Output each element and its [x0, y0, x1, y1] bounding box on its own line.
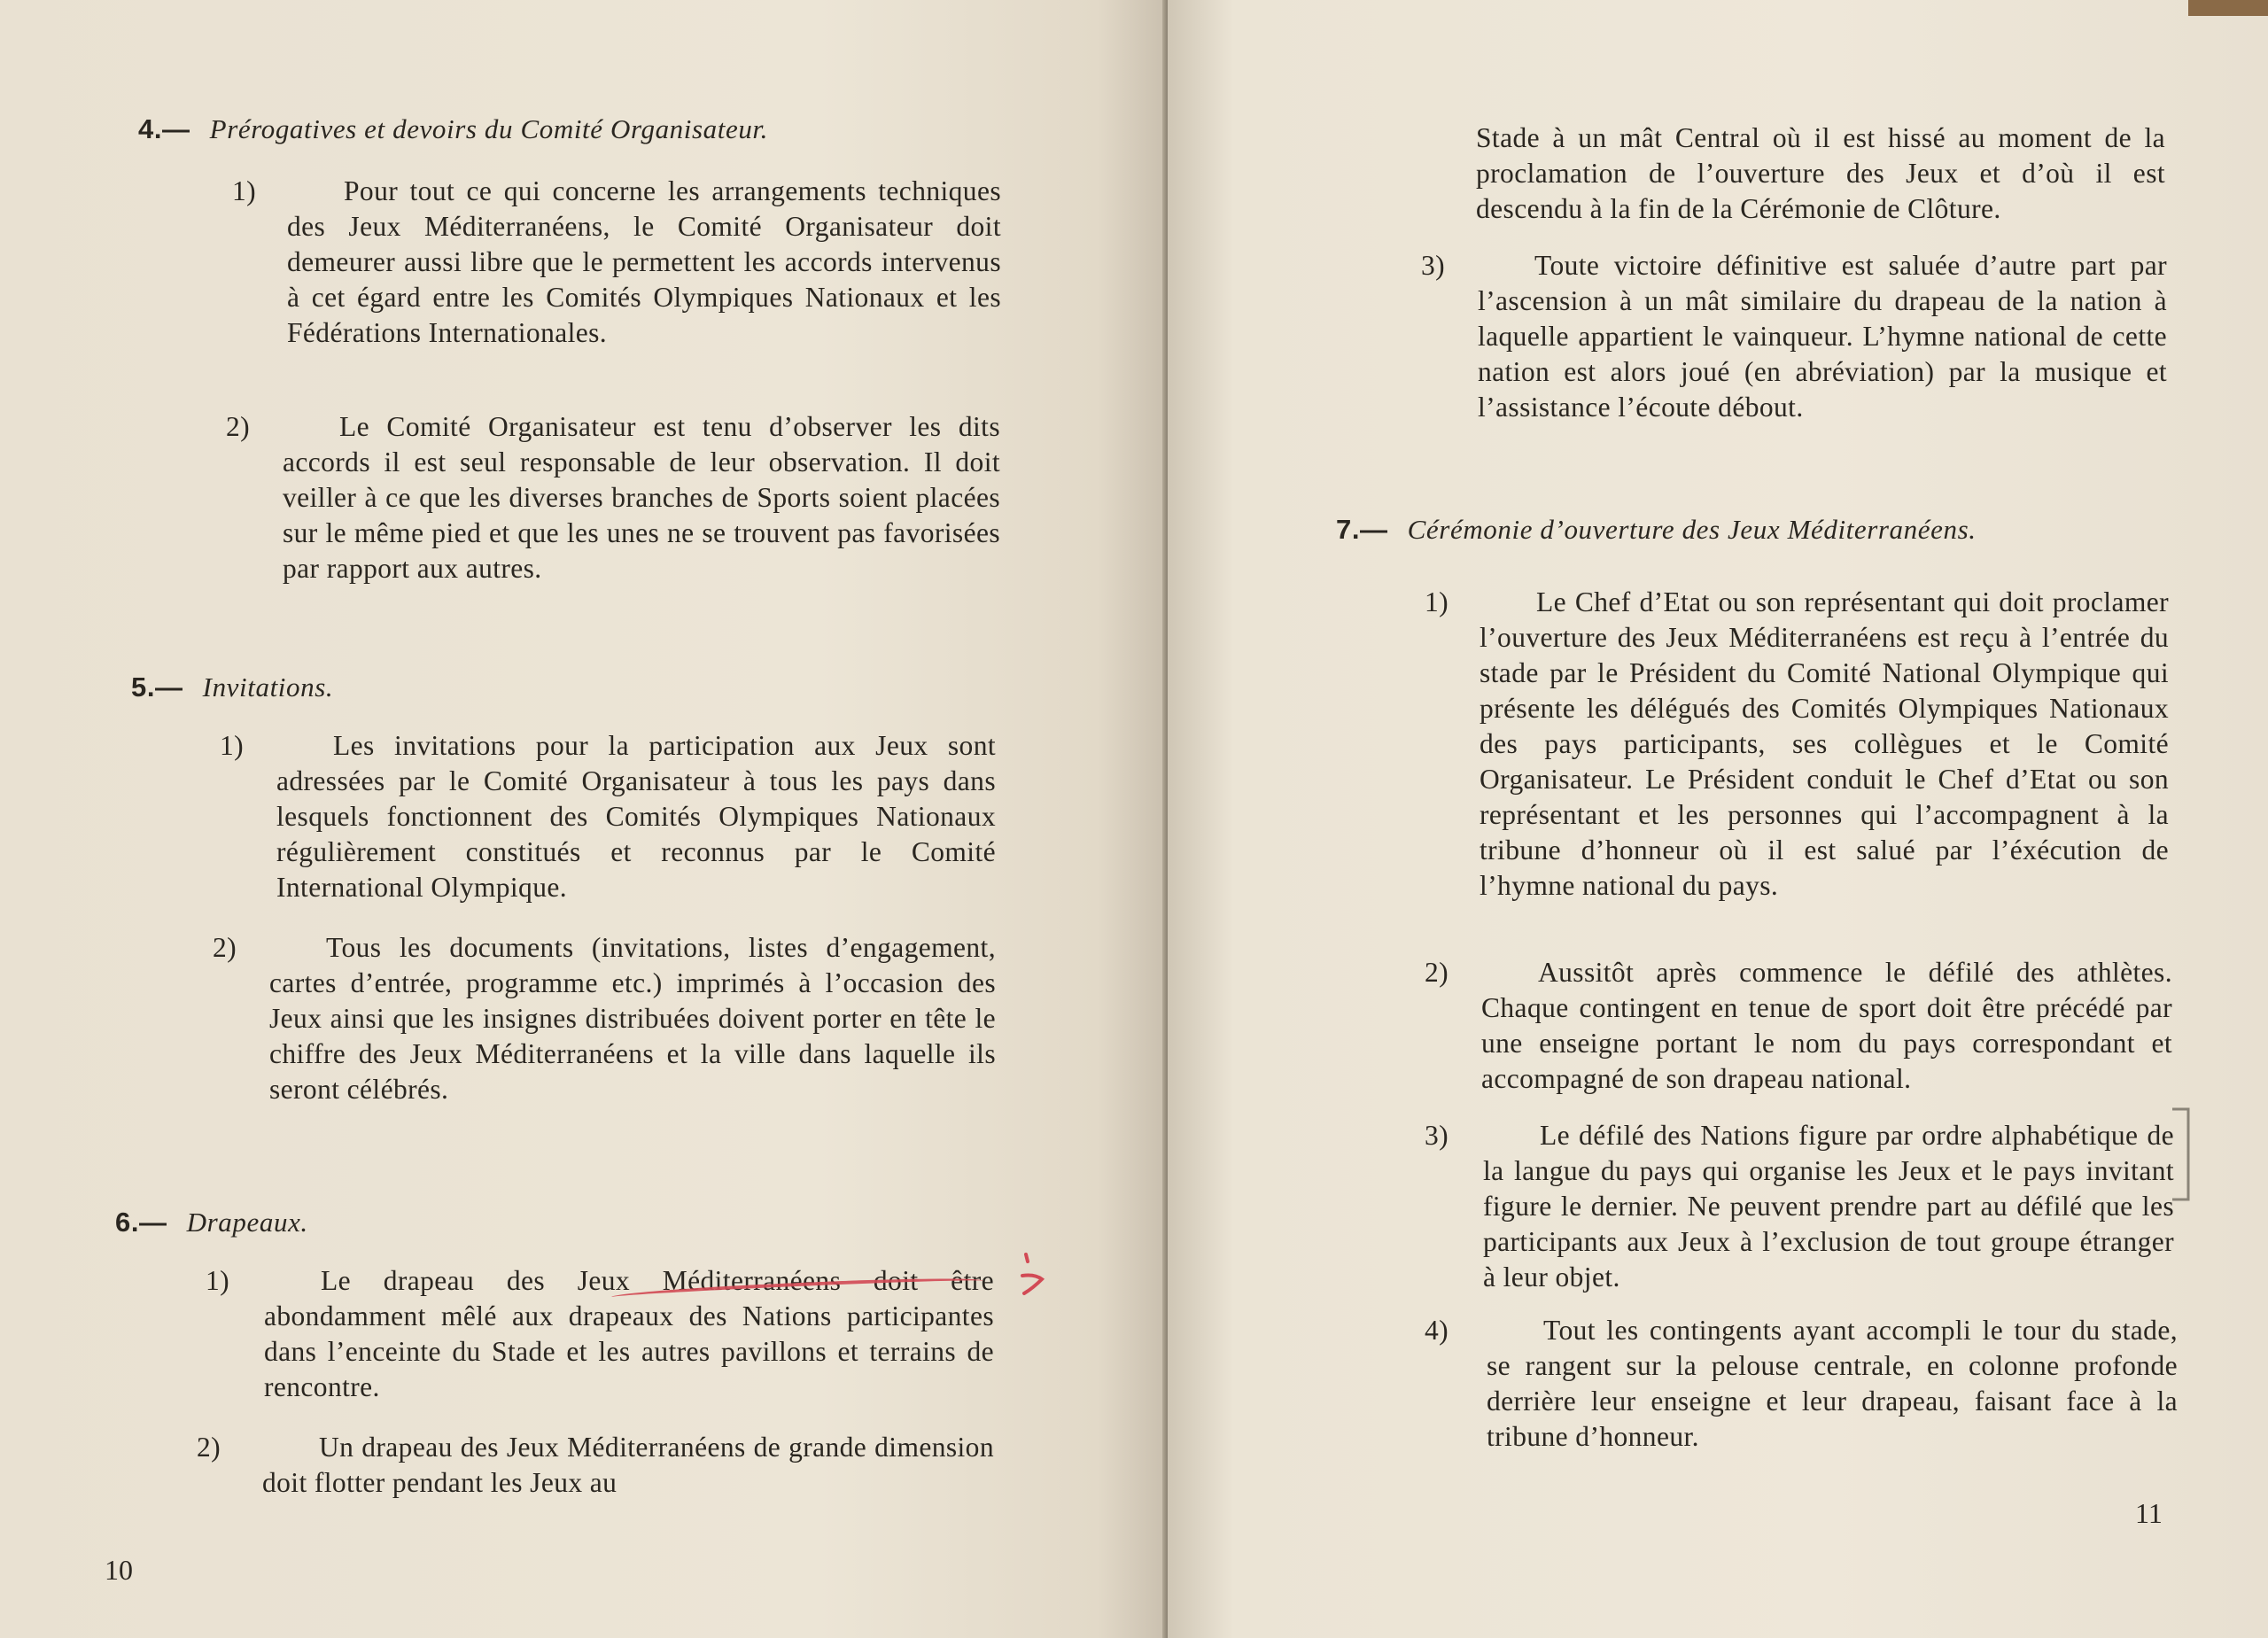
section-6-heading: [115, 1207, 308, 1238]
red-pencil-mark: [1019, 1249, 1045, 1302]
section-4-item-2: [226, 409, 1003, 622]
page-number-left: 10: [105, 1554, 133, 1586]
section-6-item-3: [1421, 248, 2169, 461]
section-number: 4.—: [138, 113, 190, 144]
section-7-heading: [1336, 514, 1977, 546]
item-number: 2): [226, 411, 251, 442]
section-7-item-2: [1425, 955, 2174, 1097]
section-title: Invitations.: [202, 672, 334, 703]
item-text: Le Chef d’Etat ou son représentant qui doit proclamer l’ouverture des Jeux Méditerranéens est reçu à l’entrée du stade par le Président du Comité National Olympique qui présente les délégués des Comités Olympiques Nationaux des pays participants, ses collègues et le Comité Organisateur. Le Président conduit le Chef d’Etat ou son représentant et les personnes qui l’accompagnent à la tribune d’honneur où il est salué par l’éxécution de l’hymne national du pays.: [1480, 586, 2169, 901]
section-number: 5.—: [131, 672, 183, 703]
item-text: Toute victoire définitive est saluée d’autre part par l’ascension à un mât similaire du drapeau de la nation à laquelle appartient le vainqueur. L’hymne national de cette nation est alors joué (en abréviation) par la musique et l’assistance l’écoute débout.: [1478, 250, 2167, 423]
item-number: 1): [220, 730, 245, 761]
item-number: 1): [206, 1265, 230, 1296]
section-5-item-2: [213, 930, 999, 1143]
page-number-right: 11: [2135, 1497, 2163, 1529]
section-title: Drapeaux.: [186, 1207, 308, 1238]
item-text: Stade à un mât Central où il est hissé au moment de la proclamation de l’ouverture des Jeux et d’où il est descendu à la fin de la Cérémonie de Clôture.: [1476, 122, 2165, 224]
item-text: Le drapeau des Jeux Méditerranéens doit être abondamment mêlé aux drapeaux des Nations participantes dans l’enceinte du Stade et les autres pavillons et terrains de rencontre.: [264, 1265, 994, 1402]
item-text: Pour tout ce qui concerne les arrangements techniques des Jeux Méditerranéens, le Comité Organisateur doit demeurer aussi libre que le permettent les accords intervenus à cet égard entre les Comités Olympiques Nationaux et les Fédérations Internationales.: [287, 175, 1001, 348]
item-number: 2): [213, 932, 237, 963]
right-page: [1168, 0, 2268, 1638]
item-text: Aussitôt après commence le défilé des athlètes. Chaque contingent en tenue de sport doit être précédé par une enseigne portant le nom du pays correspondant et accompagné de son drapeau national.: [1481, 957, 2172, 1094]
section-title: Cérémonie d’ouverture des Jeux Méditerranéens.: [1407, 514, 1977, 545]
item-text: Les invitations pour la participation aux Jeux sont adressées par le Comité Organisateur à tous les pays dans lesquels fonctionnent des Comités Olympiques Nationaux régulièrement constitués et reconnus par le Comité International Olympique.: [276, 730, 996, 903]
section-title: Prérogatives et devoirs du Comité Organisateur.: [209, 113, 768, 144]
item-text: Le défilé des Nations figure par ordre alphabétique de la langue du pays qui organise les Jeux et le pays invitant figure le dernier. Ne peuvent prendre part au défilé que les participants aux Jeux à l’exclusion de tout groupe étranger à leur objet.: [1483, 1120, 2174, 1293]
item-text: Le Comité Organisateur est tenu d’observer les dits accords il est seul responsable de leur observation. Il doit veiller à ce que les diverses branches de Sports soient placées sur le même pied et que les unes ne se trouvent pas favorisées par rapport aux autres.: [283, 411, 1000, 584]
section-6-item-2: [197, 1430, 994, 1510]
item-number: 1): [232, 175, 257, 206]
section-5-heading: [131, 672, 333, 703]
section-7-item-4: [1425, 1313, 2179, 1463]
section-4-item-1: [232, 174, 1003, 386]
item-number: 3): [1425, 1120, 1449, 1151]
pencil-bracket-mark: [2169, 1106, 2204, 1203]
item-text: Tout les contingents ayant accompli le tour du stade, se rangent sur la pelouse centrale, en colonne profonde derrière leur enseigne et leur drapeau, faisant face à la tribune d’honneur.: [1487, 1315, 2178, 1452]
item-number: 3): [1421, 250, 1446, 281]
section-5-item-1: [220, 728, 999, 905]
continuation-text: [1476, 120, 2167, 236]
section-7-item-1: [1425, 585, 2171, 939]
item-number: 4): [1425, 1315, 1449, 1346]
item-text: Un drapeau des Jeux Méditerranéens de grande dimension doit flotter pendant les Jeux au: [262, 1432, 994, 1498]
item-number: 2): [197, 1432, 221, 1463]
section-4-heading: [138, 113, 768, 145]
section-number: 7.—: [1336, 514, 1388, 545]
table-edge: [2188, 0, 2268, 16]
section-7-item-3: [1425, 1118, 2176, 1295]
item-number: 1): [1425, 586, 1449, 617]
item-number: 2): [1425, 957, 1449, 988]
section-number: 6.—: [115, 1207, 167, 1238]
item-text: Tous les documents (invitations, listes d’engagement, cartes d’entrée, programme etc.) imprimés à l’occasion des Jeux ainsi que les insignes distribuées doivent porter en tête le chiffre des Jeux Méditerranéens et la ville dans laquelle ils seront célébrés.: [269, 932, 996, 1105]
